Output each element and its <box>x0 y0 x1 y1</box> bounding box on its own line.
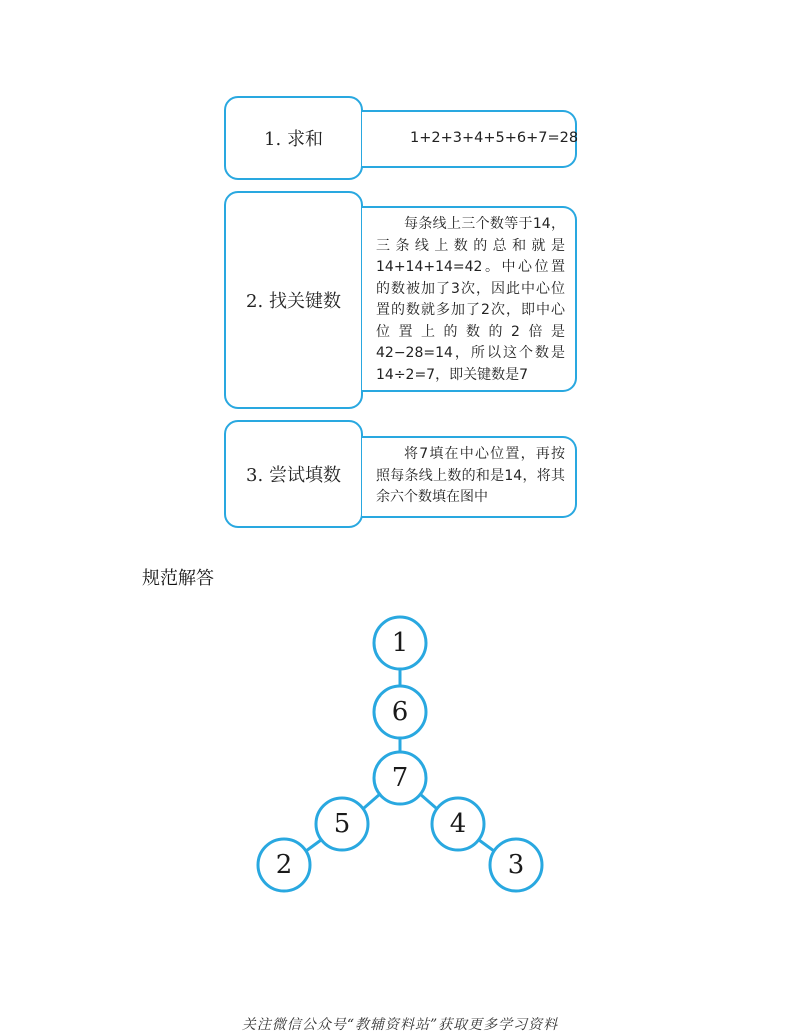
edge-7-4 <box>420 794 436 808</box>
step-3-label: 3. 尝试填数 <box>246 465 341 486</box>
node-2 <box>258 839 310 891</box>
node-2-label: 2 <box>275 850 293 880</box>
step-3-content: 将7填在中心位置，再按照每条线上数的和是14，将其余六个数填在图中 <box>376 446 565 505</box>
edge-7-5 <box>364 794 380 808</box>
node-5-label: 5 <box>333 809 351 839</box>
edge-4-3 <box>479 840 494 851</box>
section-title: 规范解答 <box>142 568 214 589</box>
node-1-label: 1 <box>391 628 409 658</box>
node-6 <box>374 686 426 738</box>
node-4-label: 4 <box>449 809 467 839</box>
node-3 <box>490 839 542 891</box>
node-1 <box>374 617 426 669</box>
node-7 <box>374 752 426 804</box>
edge-5-2 <box>306 840 321 851</box>
footer-watermark: 关注微信公众号“教辅资料站”获取更多学习资料 <box>241 1017 559 1033</box>
node-3-label: 3 <box>507 850 525 880</box>
node-6-label: 6 <box>391 697 409 727</box>
node-4 <box>432 798 484 850</box>
step-1-content: 1+2+3+4+5+6+7=28 <box>410 130 579 147</box>
step-2-label: 2. 找关键数 <box>246 291 341 312</box>
node-5 <box>316 798 368 850</box>
node-7-label: 7 <box>391 763 409 793</box>
step-1-label: 1. 求和 <box>264 129 323 150</box>
step-2-content: 每条线上三个数等于14，三条线上数的总和就是14+14+14=42。中心位置的数被加了3次，因此中心位置的数就多加了2次，即中心位置上的数的2倍是42−28=14，所以这个数是14÷2=7，即关键数是7 <box>376 216 565 383</box>
